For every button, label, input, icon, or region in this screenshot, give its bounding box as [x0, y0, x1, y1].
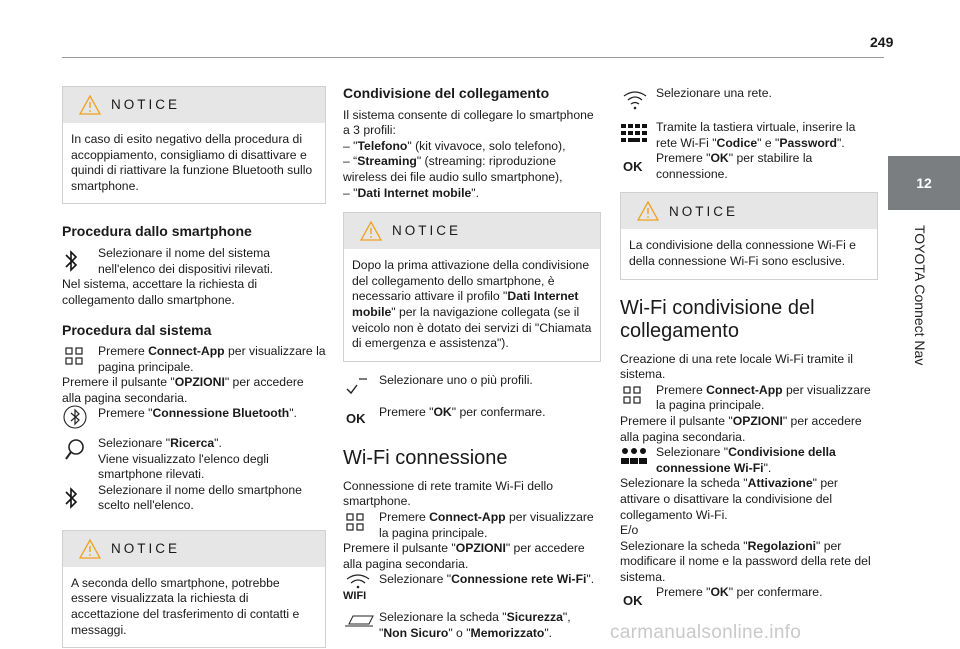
ok-icon: OK: [623, 159, 643, 175]
notice-title: NOTICE: [111, 97, 181, 113]
notice-text: In caso di esito negativo della procedura di accoppiamento, consigliamo di disattivare e quindi di riattivare la funzione Bluetooth sullo smartphone.: [71, 132, 313, 193]
step-text: Selezionare una rete.: [656, 86, 772, 100]
watermark-logo: carmanualsonline.info: [610, 622, 802, 643]
wifi-label-icon: WIFI: [343, 590, 367, 603]
chapter-title: TOYOTA Connect Nav: [912, 225, 928, 366]
wifi-icon: [345, 573, 371, 589]
step-text: Premere il pulsante "OPZIONI" per accedere alla pagina secondaria.: [343, 541, 585, 571]
step-text: Selezionare la scheda "Attivazione" per attivare o disattivare la condivisione del collegamento Wi-Fi.: [620, 476, 838, 522]
right-column: [620, 86, 878, 609]
step-text: Selezionare "Connessione rete Wi-Fi".: [379, 572, 595, 587]
notice-box: [62, 530, 326, 648]
notice-title: NOTICE: [392, 223, 462, 239]
step-text: Selezionare la scheda "Sicurezza", "Non Sicuro" o "Memorizzato".: [379, 610, 571, 640]
notice-text: La condivisione della connessione Wi-Fi e della connessione Wi-Fi sono esclusive.: [629, 238, 856, 268]
warning-icon: [79, 539, 101, 559]
text-field-icon: [343, 614, 375, 628]
step-text: Selezionare il nome dello smartphone scelto nell'elenco.: [98, 482, 302, 513]
chapter-tab[interactable]: 12: [888, 156, 960, 210]
step-text: Nel sistema, accettare la richiesta di collegamento dallo smartphone.: [62, 277, 258, 307]
section-heading: Procedura dallo smartphone: [62, 223, 252, 240]
notice-text: Dopo la prima attivazione della condivisione del collegamento dello smartphone, è necessario attivare il profilo "Dati Internet mobile" per la navigazione collegata (se il veicolo non è dotato dei servizi di "Chiamata di emergenza e assistenza").: [352, 258, 592, 351]
step-text: Viene visualizzato l'elenco degli smartphone rilevati.: [98, 451, 269, 482]
step-text: Premere "Connessione Bluetooth".: [98, 406, 297, 421]
step-text: Tramite la tastiera virtuale, inserire la rete Wi-Fi "Codice" e "Password".: [656, 120, 856, 150]
warning-icon: [637, 201, 659, 221]
notice-box: [62, 86, 326, 204]
body-text: Connessione di rete tramite Wi-Fi dello smartphone.: [343, 478, 553, 509]
notice-title: NOTICE: [111, 541, 181, 557]
step-text: Selezionare "Condivisione della connessione Wi-Fi".: [656, 445, 836, 475]
keyboard-icon: [620, 123, 648, 143]
step-text: Selezionare il nome del sistema nell'elenco dei dispositivi rilevati.: [98, 245, 274, 276]
step-text: Selezionare la scheda "Regolazioni" per modificare il nome e la password della rete del sistema.: [620, 538, 871, 584]
notice-text: A seconda dello smartphone, potrebbe essere visualizzata la richiesta di accettazione del trasferimento di contatti e messaggi.: [71, 575, 300, 637]
section-heading: Procedura dal sistema: [62, 322, 212, 339]
warning-icon: [79, 95, 101, 115]
step-text: E/o: [620, 523, 639, 538]
ok-icon: OK: [623, 593, 643, 609]
warning-icon: [360, 221, 382, 241]
bullet-item: – "Telefono" (kit vivavoce, solo telefono),: [343, 138, 566, 153]
checklist-icon: [345, 375, 369, 395]
section-title: Wi-Fi connessione: [343, 446, 508, 469]
middle-column: [343, 86, 601, 641]
step-text: Selezionare "Ricerca".: [98, 435, 222, 450]
apps-grid-icon: [64, 346, 84, 366]
page-number: 249: [870, 34, 894, 50]
apps-grid-icon: [622, 385, 642, 405]
step-text: Premere Connect-App per visualizzare la pagina principale.: [98, 343, 326, 374]
bullet-item: – "Dati Internet mobile".: [343, 185, 479, 200]
left-column: [62, 86, 326, 648]
step-text: Premere il pulsante "OPZIONI" per accedere alla pagina secondaria.: [62, 375, 304, 405]
step-text: Premere il pulsante "OPZIONI" per accedere alla pagina secondaria.: [620, 413, 862, 444]
shared-users-icon: [620, 446, 648, 470]
bluetooth-icon: [64, 248, 78, 274]
header-rule: [62, 57, 884, 58]
section-title: Wi-Fi condivisione del collegamento: [620, 296, 815, 342]
section-heading: Condivisione del collegamento: [343, 85, 550, 101]
bluetooth-icon: [64, 485, 78, 511]
step-text: Selezionare uno o più profili.: [379, 372, 533, 387]
notice-box: [343, 212, 601, 362]
notice-title: NOTICE: [669, 203, 739, 219]
notice-box: [620, 192, 878, 279]
wifi-icon: [622, 90, 648, 110]
step-text: Premere "OK" per stabilire la connessione.: [656, 151, 813, 181]
bullet-item: – “Streaming" (streaming: riproduzione wireless dei file audio sullo smartphone),: [343, 154, 563, 184]
step-text: Premere "OK" per confermare.: [656, 585, 823, 600]
bluetooth-circle-icon: [62, 404, 88, 430]
step-text: Premere Connect-App per visualizzare la pagina principale.: [656, 382, 871, 413]
ok-icon: OK: [346, 410, 366, 426]
step-text: Premere Connect-App per visualizzare la pagina principale.: [379, 509, 594, 540]
body-text: Creazione di una rete locale Wi-Fi tramite il sistema.: [620, 351, 854, 382]
search-icon: [64, 438, 86, 462]
body-text: Il sistema consente di collegare lo smartphone a 3 profili:: [343, 107, 594, 138]
step-text: Premere "OK" per confermare.: [379, 404, 546, 419]
apps-grid-icon: [345, 512, 365, 532]
